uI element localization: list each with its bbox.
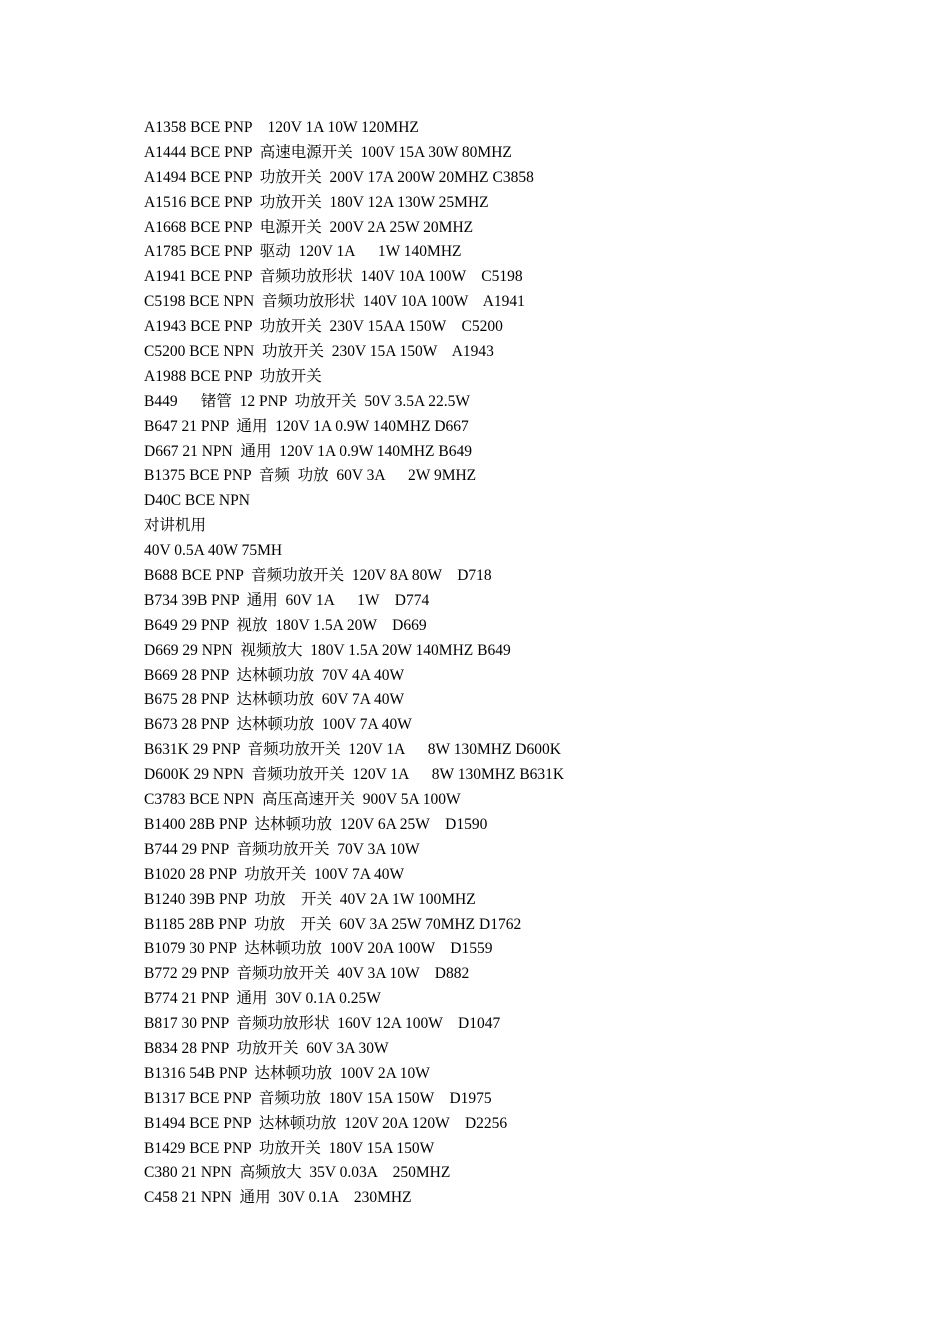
spec-line: C3783 BCE NPN 高压高速开关 900V 5A 100W bbox=[144, 791, 461, 809]
spec-line: B649 29 PNP 视放 180V 1.5A 20W D669 bbox=[144, 616, 427, 634]
spec-line: B1429 BCE PNP 功放开关 180V 15A 150W bbox=[144, 1139, 435, 1157]
spec-line: C5200 BCE NPN 功放开关 230V 15A 150W A1943 bbox=[144, 343, 494, 361]
spec-line: D669 29 NPN 视频放大 180V 1.5A 20W 140MHZ B649 bbox=[144, 641, 511, 659]
spec-line: B1079 30 PNP 达林顿功放 100V 20A 100W D1559 bbox=[144, 940, 493, 958]
spec-line: D40C BCE NPN bbox=[144, 492, 250, 510]
spec-line: B1317 BCE PNP 音频功放 180V 15A 150W D1975 bbox=[144, 1089, 492, 1107]
spec-line: B675 28 PNP 达林顿功放 60V 7A 40W bbox=[144, 691, 405, 709]
spec-line: B631K 29 PNP 音频功放开关 120V 1A 8W 130MHZ D600K bbox=[144, 741, 561, 759]
spec-line: C5198 BCE NPN 音频功放形状 140V 10A 100W A1941 bbox=[144, 293, 525, 311]
spec-line: B449 锗管 12 PNP 功放开关 50V 3.5A 22.5W bbox=[144, 392, 470, 410]
spec-line: B688 BCE PNP 音频功放开关 120V 8A 80W D718 bbox=[144, 567, 492, 585]
spec-line: B669 28 PNP 达林顿功放 70V 4A 40W bbox=[144, 666, 405, 684]
spec-line: B734 39B PNP 通用 60V 1A 1W D774 bbox=[144, 591, 430, 609]
spec-line: A1943 BCE PNP 功放开关 230V 15AA 150W C5200 bbox=[144, 318, 503, 336]
spec-line: B1316 54B PNP 达林顿功放 100V 2A 10W bbox=[144, 1064, 430, 1082]
spec-line: B774 21 PNP 通用 30V 0.1A 0.25W bbox=[144, 990, 381, 1008]
spec-line: A1785 BCE PNP 驱动 120V 1A 1W 140MHZ bbox=[144, 243, 462, 261]
spec-line: C458 21 NPN 通用 30V 0.1A 230MHZ bbox=[144, 1189, 412, 1207]
spec-line: A1358 BCE PNP 120V 1A 10W 120MHZ bbox=[144, 119, 419, 136]
spec-line: B1375 BCE PNP 音频 功放 60V 3A 2W 9MHZ bbox=[144, 467, 477, 485]
spec-line: B1020 28 PNP 功放开关 100V 7A 40W bbox=[144, 865, 405, 883]
spec-line: B1185 28B PNP 功放 开关 60V 3A 25W 70MHZ D1762 bbox=[144, 915, 522, 933]
spec-line: D667 21 NPN 通用 120V 1A 0.9W 140MHZ B649 bbox=[144, 442, 472, 460]
spec-line: B744 29 PNP 音频功放开关 70V 3A 10W bbox=[144, 840, 420, 858]
spec-line: A1444 BCE PNP 高速电源开关 100V 15A 30W 80MHZ bbox=[144, 143, 512, 161]
spec-line: 40V 0.5A 40W 75MH bbox=[144, 542, 283, 560]
spec-line: A1668 BCE PNP 电源开关 200V 2A 25W 20MHZ bbox=[144, 218, 474, 236]
spec-line: B834 28 PNP 功放开关 60V 3A 30W bbox=[144, 1039, 389, 1057]
spec-line: B673 28 PNP 达林顿功放 100V 7A 40W bbox=[144, 716, 412, 734]
spec-line: A1941 BCE PNP 音频功放形状 140V 10A 100W C5198 bbox=[144, 268, 523, 286]
spec-line: 对讲机用 bbox=[144, 517, 207, 535]
spec-line: C380 21 NPN 高频放大 35V 0.03A 250MHZ bbox=[144, 1164, 451, 1182]
spec-line: B772 29 PNP 音频功放开关 40V 3A 10W D882 bbox=[144, 965, 470, 983]
transistor-spec-list bbox=[144, 116, 564, 1211]
spec-line: A1516 BCE PNP 功放开关 180V 12A 130W 25MHZ bbox=[144, 193, 489, 211]
spec-line: B647 21 PNP 通用 120V 1A 0.9W 140MHZ D667 bbox=[144, 417, 469, 435]
spec-line: B1494 BCE PNP 达林顿功放 120V 20A 120W D2256 bbox=[144, 1114, 508, 1132]
spec-line: B1240 39B PNP 功放 开关 40V 2A 1W 100MHZ bbox=[144, 890, 476, 908]
spec-line: A1494 BCE PNP 功放开关 200V 17A 200W 20MHZ C3858 bbox=[144, 168, 534, 186]
spec-line: A1988 BCE PNP 功放开关 bbox=[144, 367, 322, 385]
spec-line: B817 30 PNP 音频功放形状 160V 12A 100W D1047 bbox=[144, 1015, 501, 1033]
spec-line: D600K 29 NPN 音频功放开关 120V 1A 8W 130MHZ B631K bbox=[144, 766, 565, 784]
spec-line: B1400 28B PNP 达林顿功放 120V 6A 25W D1590 bbox=[144, 815, 488, 833]
